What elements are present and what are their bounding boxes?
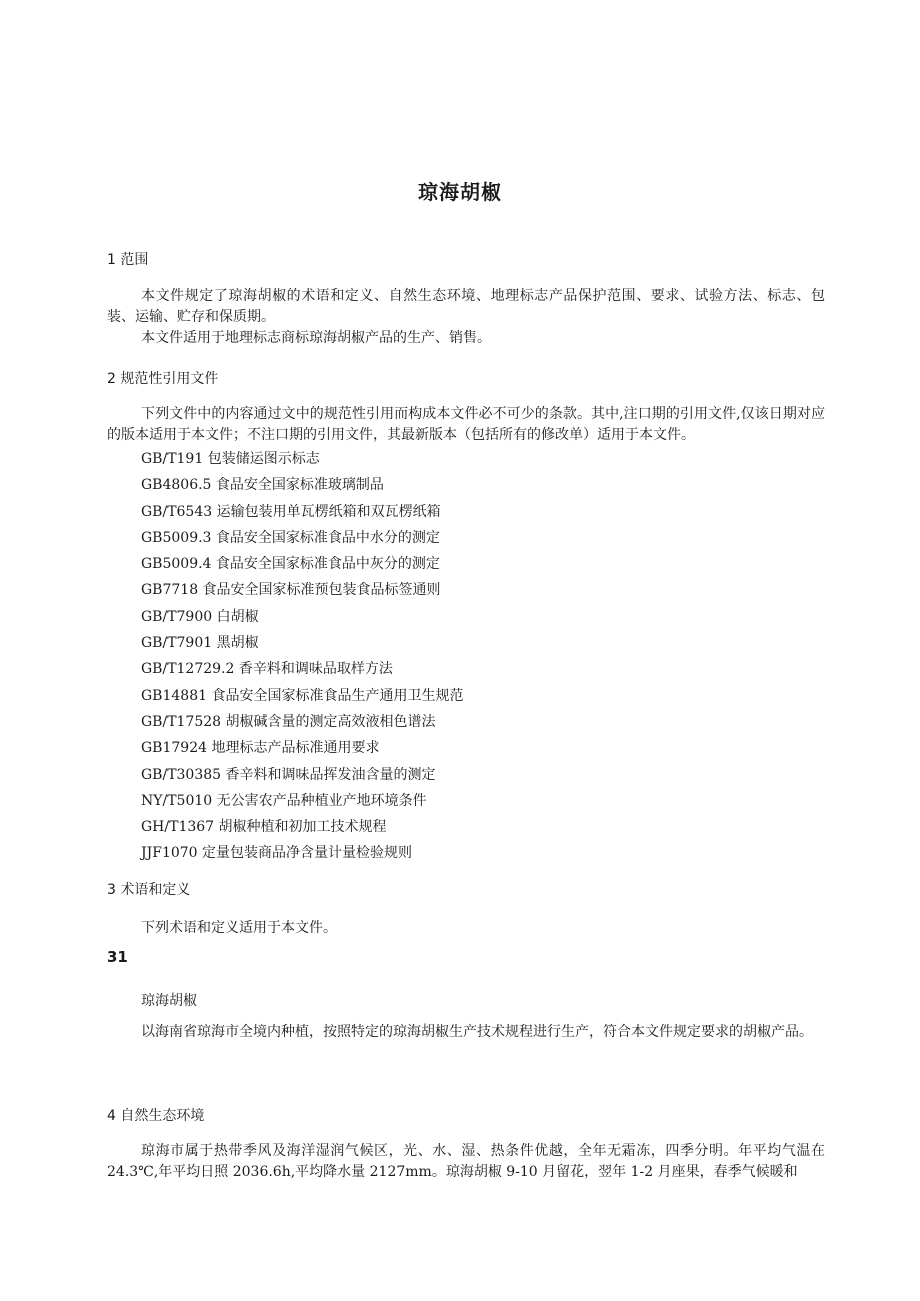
reference-item: NY/T5010 无公害农产品种植业产地环境条件 [141,792,427,809]
section-1-heading: 1 范围 [107,252,149,268]
reference-item: GB/T7901 黑胡椒 [141,635,259,652]
term-name: 琼海胡椒 [141,993,197,1009]
reference-item: GB/T191 包装储运图示标志 [141,451,320,467]
section-3-intro: 下列术语和定义适用于本文件。 [141,920,337,936]
section-4-heading: 4 自然生态环境 [107,1108,205,1124]
normative-references-list [141,446,463,867]
reference-item: GB/T7900 白胡椒 [141,608,259,625]
reference-item: GB/T30385 香辛料和调味品挥发油含量的测定 [141,766,436,783]
term-definition: 以海南省琼海市全境内种植，按照特定的琼海胡椒生产技术规程进行生产，符合本文件规定要求的胡椒产品。 [141,1024,813,1040]
reference-item: GB/T6543 运输包装用单瓦楞纸箱和双瓦楞纸箱 [141,503,441,520]
section-1-paragraph-1: 本文件规定了琼海胡椒的术语和定义、自然生态环境、地理标志产品保护范围、要求、试验方法、标志、包装、运输、贮存和保质期。 [107,288,825,325]
section-2-paragraph-1: 下列文件中的内容通过文中的规范性引用而构成本文件必不可少的条款。其中,注口期的引用文件,仅该日期对应的版本适用于本文件；不注口期的引用文件，其最新版本（包括所有的修改单）适用于本文件。 [107,406,825,443]
section-4-paragraph-1: 琼海市属于热带季风及海洋湿润气候区，光、水、湿、热条件优越，全年无霜冻，四季分明。年平均气温在 24.3℃,年平均日照 2036.6h,平均降水量 2127mm。琼海胡椒 9-10 月留花，翌年 1-2 月座果，春季气候暖和 [107,1143,825,1180]
reference-item: GB/T17528 胡椒碱含量的测定高效液相色谱法 [141,713,436,730]
reference-item: GB5009.4 食品安全国家标准食品中灰分的测定 [141,556,440,573]
section-2-heading: 2 规范性引用文件 [107,371,219,387]
section-3-heading: 3 术语和定义 [107,882,191,898]
reference-item: GB4806.5 食品安全国家标准玻璃制品 [141,477,384,494]
term-number: 31 [107,948,128,966]
reference-item: GB17924 地理标志产品标准通用要求 [141,740,380,757]
reference-item: GB14881 食品安全国家标准食品生产通用卫生规范 [141,687,464,704]
reference-item: GB5009.3 食品安全国家标准食品中水分的测定 [141,529,440,546]
reference-item: JJF1070 定量包装商品净含量计量检验规则 [141,845,413,862]
section-1-paragraph-2: 本文件适用于地理标志商标琼海胡椒产品的生产、销售。 [141,330,491,346]
reference-item: GB/T12729.2 香辛料和调味品取样方法 [141,661,393,678]
document-title: 琼海胡椒 [418,180,502,204]
reference-item: GB7718 食品安全国家标准预包装食品标签通则 [141,582,441,599]
reference-item: GH/T1367 胡椒种植和初加工技术规程 [141,819,387,836]
